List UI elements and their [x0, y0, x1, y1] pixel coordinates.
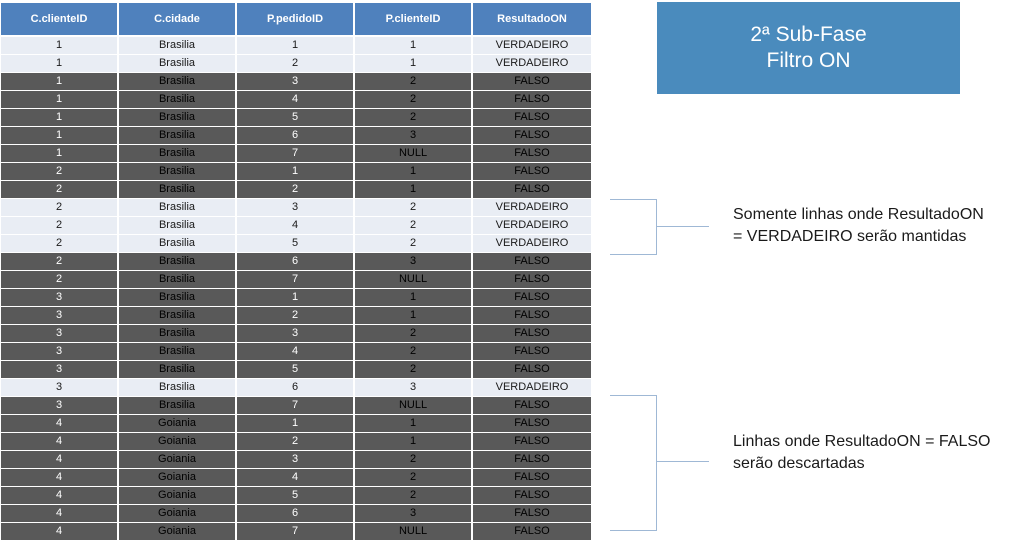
order-client-id-cell: 3: [355, 127, 473, 145]
client-id-cell: 1: [1, 37, 119, 55]
on-result-cell: FALSO: [473, 415, 591, 433]
table-row: [1, 145, 591, 163]
order-client-id-cell: 1: [355, 181, 473, 199]
order-id-cell: 3: [237, 199, 355, 217]
client-id-cell: 2: [1, 217, 119, 235]
on-result-cell: FALSO: [473, 343, 591, 361]
city-cell: Brasilia: [119, 73, 237, 91]
order-client-id-cell: 2: [355, 487, 473, 505]
order-id-cell: 5: [237, 361, 355, 379]
client-id-cell: 3: [1, 361, 119, 379]
order-client-id-cell: NULL: [355, 145, 473, 163]
city-cell: Brasilia: [119, 271, 237, 289]
order-client-id-cell: NULL: [355, 397, 473, 415]
order-id-cell: 7: [237, 145, 355, 163]
table-row: [1, 469, 591, 487]
client-id-cell: 3: [1, 289, 119, 307]
city-cell: Goiania: [119, 487, 237, 505]
on-result-cell: FALSO: [473, 361, 591, 379]
table-row: [1, 451, 591, 469]
city-cell: Brasilia: [119, 379, 237, 397]
on-result-cell: VERDADEIRO: [473, 235, 591, 253]
discard-bracket-connector: [657, 461, 709, 462]
client-id-cell: 1: [1, 55, 119, 73]
client-id-cell: 2: [1, 253, 119, 271]
city-cell: Brasilia: [119, 37, 237, 55]
order-client-id-cell: 1: [355, 55, 473, 73]
client-id-cell: 1: [1, 127, 119, 145]
table-row: [1, 109, 591, 127]
results-table: [1, 3, 591, 541]
table-row: [1, 235, 591, 253]
order-client-id-cell: 3: [355, 253, 473, 271]
phase-title: 2ª Sub-Fase: [750, 23, 867, 46]
city-cell: Brasilia: [119, 55, 237, 73]
keep-rows-bracket: [610, 199, 657, 255]
order-id-cell: 1: [237, 415, 355, 433]
table-row: [1, 523, 591, 541]
phase-title-box: [657, 2, 960, 94]
order-client-id-cell: 2: [355, 325, 473, 343]
order-id-cell: 4: [237, 91, 355, 109]
city-cell: Brasilia: [119, 361, 237, 379]
client-id-cell: 2: [1, 199, 119, 217]
city-cell: Brasilia: [119, 109, 237, 127]
table-row: [1, 307, 591, 325]
on-result-cell: FALSO: [473, 91, 591, 109]
order-client-id-cell: 2: [355, 109, 473, 127]
order-client-id-cell: NULL: [355, 271, 473, 289]
order-id-cell: 7: [237, 271, 355, 289]
order-id-cell: 5: [237, 109, 355, 127]
client-id-cell: 1: [1, 73, 119, 91]
table-row: [1, 433, 591, 451]
order-id-cell: 6: [237, 253, 355, 271]
table-row: [1, 199, 591, 217]
keep-rows-note: Somente linhas onde ResultadoON = VERDADEIRO serão mantidas: [733, 206, 984, 245]
client-id-cell: 4: [1, 469, 119, 487]
phase-subtitle: Filtro ON: [766, 49, 851, 72]
on-result-cell: FALSO: [473, 433, 591, 451]
order-client-id-cell: 2: [355, 217, 473, 235]
on-result-cell: FALSO: [473, 469, 591, 487]
on-result-cell: FALSO: [473, 127, 591, 145]
order-client-id-cell: 1: [355, 307, 473, 325]
city-cell: Brasilia: [119, 289, 237, 307]
on-result-cell: FALSO: [473, 505, 591, 523]
order-client-id-cell: 1: [355, 37, 473, 55]
client-id-cell: 4: [1, 505, 119, 523]
city-cell: Brasilia: [119, 343, 237, 361]
client-id-cell: 4: [1, 451, 119, 469]
city-cell: Brasilia: [119, 397, 237, 415]
order-id-cell: 4: [237, 469, 355, 487]
order-id-cell: 7: [237, 523, 355, 541]
order-client-id-cell: 3: [355, 505, 473, 523]
table-row: [1, 91, 591, 109]
city-cell: Brasilia: [119, 253, 237, 271]
on-result-cell: VERDADEIRO: [473, 37, 591, 55]
keep-bracket-connector: [657, 226, 709, 227]
table-row: [1, 181, 591, 199]
order-id-cell: 5: [237, 487, 355, 505]
city-cell: Brasilia: [119, 325, 237, 343]
on-result-cell: FALSO: [473, 109, 591, 127]
table-row: [1, 487, 591, 505]
on-result-cell: FALSO: [473, 487, 591, 505]
order-id-cell: 4: [237, 343, 355, 361]
table-row: [1, 55, 591, 73]
city-cell: Brasilia: [119, 163, 237, 181]
on-result-cell: FALSO: [473, 289, 591, 307]
column-header: C.cidade: [119, 3, 237, 37]
client-id-cell: 4: [1, 433, 119, 451]
order-client-id-cell: NULL: [355, 523, 473, 541]
order-client-id-cell: 2: [355, 469, 473, 487]
order-id-cell: 3: [237, 451, 355, 469]
order-client-id-cell: 1: [355, 289, 473, 307]
city-cell: Brasilia: [119, 91, 237, 109]
city-cell: Brasilia: [119, 307, 237, 325]
client-id-cell: 2: [1, 271, 119, 289]
order-client-id-cell: 2: [355, 343, 473, 361]
table-header-row: [1, 3, 591, 37]
client-id-cell: 2: [1, 235, 119, 253]
order-client-id-cell: 2: [355, 235, 473, 253]
city-cell: Goiania: [119, 433, 237, 451]
client-id-cell: 3: [1, 397, 119, 415]
order-client-id-cell: 1: [355, 415, 473, 433]
order-id-cell: 1: [237, 163, 355, 181]
city-cell: Brasilia: [119, 235, 237, 253]
order-client-id-cell: 1: [355, 433, 473, 451]
order-client-id-cell: 2: [355, 361, 473, 379]
on-result-cell: VERDADEIRO: [473, 199, 591, 217]
client-id-cell: 3: [1, 379, 119, 397]
city-cell: Goiania: [119, 469, 237, 487]
client-id-cell: 3: [1, 325, 119, 343]
client-id-cell: 4: [1, 523, 119, 541]
on-result-cell: VERDADEIRO: [473, 55, 591, 73]
client-id-cell: 1: [1, 109, 119, 127]
city-cell: Brasilia: [119, 217, 237, 235]
table-row: [1, 361, 591, 379]
on-result-cell: FALSO: [473, 181, 591, 199]
table-row: [1, 271, 591, 289]
order-id-cell: 1: [237, 37, 355, 55]
on-result-cell: VERDADEIRO: [473, 379, 591, 397]
on-result-cell: FALSO: [473, 523, 591, 541]
table-row: [1, 379, 591, 397]
city-cell: Brasilia: [119, 199, 237, 217]
discard-rows-bracket: [610, 395, 657, 531]
table-row: [1, 217, 591, 235]
order-client-id-cell: 2: [355, 91, 473, 109]
table-row: [1, 73, 591, 91]
order-id-cell: 1: [237, 289, 355, 307]
city-cell: Brasilia: [119, 127, 237, 145]
city-cell: Goiania: [119, 415, 237, 433]
on-result-cell: FALSO: [473, 163, 591, 181]
on-result-cell: VERDADEIRO: [473, 217, 591, 235]
table-row: [1, 397, 591, 415]
table-row: [1, 163, 591, 181]
order-id-cell: 3: [237, 325, 355, 343]
on-result-cell: FALSO: [473, 397, 591, 415]
order-client-id-cell: 2: [355, 199, 473, 217]
order-id-cell: 7: [237, 397, 355, 415]
order-id-cell: 6: [237, 505, 355, 523]
order-client-id-cell: 2: [355, 451, 473, 469]
table-row: [1, 253, 591, 271]
table-row: [1, 505, 591, 523]
on-result-cell: FALSO: [473, 271, 591, 289]
order-client-id-cell: 1: [355, 163, 473, 181]
table-row: [1, 127, 591, 145]
on-result-cell: FALSO: [473, 307, 591, 325]
client-id-cell: 3: [1, 307, 119, 325]
table-row: [1, 37, 591, 55]
on-result-cell: FALSO: [473, 253, 591, 271]
column-header: P.clienteID: [355, 3, 473, 37]
order-id-cell: 6: [237, 127, 355, 145]
column-header: C.clienteID: [1, 3, 119, 37]
order-id-cell: 2: [237, 181, 355, 199]
on-result-cell: FALSO: [473, 73, 591, 91]
order-id-cell: 5: [237, 235, 355, 253]
order-client-id-cell: 3: [355, 379, 473, 397]
order-client-id-cell: 2: [355, 73, 473, 91]
order-id-cell: 2: [237, 307, 355, 325]
client-id-cell: 1: [1, 91, 119, 109]
city-cell: Goiania: [119, 505, 237, 523]
table-row: [1, 325, 591, 343]
table-row: [1, 415, 591, 433]
column-header: P.pedidoID: [237, 3, 355, 37]
order-id-cell: 2: [237, 55, 355, 73]
client-id-cell: 2: [1, 181, 119, 199]
table-row: [1, 343, 591, 361]
discard-rows-note: Linhas onde ResultadoON = FALSO serão descartadas: [733, 433, 991, 472]
order-id-cell: 2: [237, 433, 355, 451]
city-cell: Goiania: [119, 523, 237, 541]
on-result-cell: FALSO: [473, 451, 591, 469]
table-body: [1, 37, 591, 541]
on-result-cell: FALSO: [473, 145, 591, 163]
order-id-cell: 4: [237, 217, 355, 235]
client-id-cell: 3: [1, 343, 119, 361]
column-header: ResultadoON: [473, 3, 591, 37]
client-id-cell: 4: [1, 487, 119, 505]
on-result-cell: FALSO: [473, 325, 591, 343]
city-cell: Goiania: [119, 451, 237, 469]
city-cell: Brasilia: [119, 181, 237, 199]
client-id-cell: 2: [1, 163, 119, 181]
order-id-cell: 6: [237, 379, 355, 397]
client-id-cell: 1: [1, 145, 119, 163]
client-id-cell: 4: [1, 415, 119, 433]
order-id-cell: 3: [237, 73, 355, 91]
table-row: [1, 289, 591, 307]
city-cell: Brasilia: [119, 145, 237, 163]
